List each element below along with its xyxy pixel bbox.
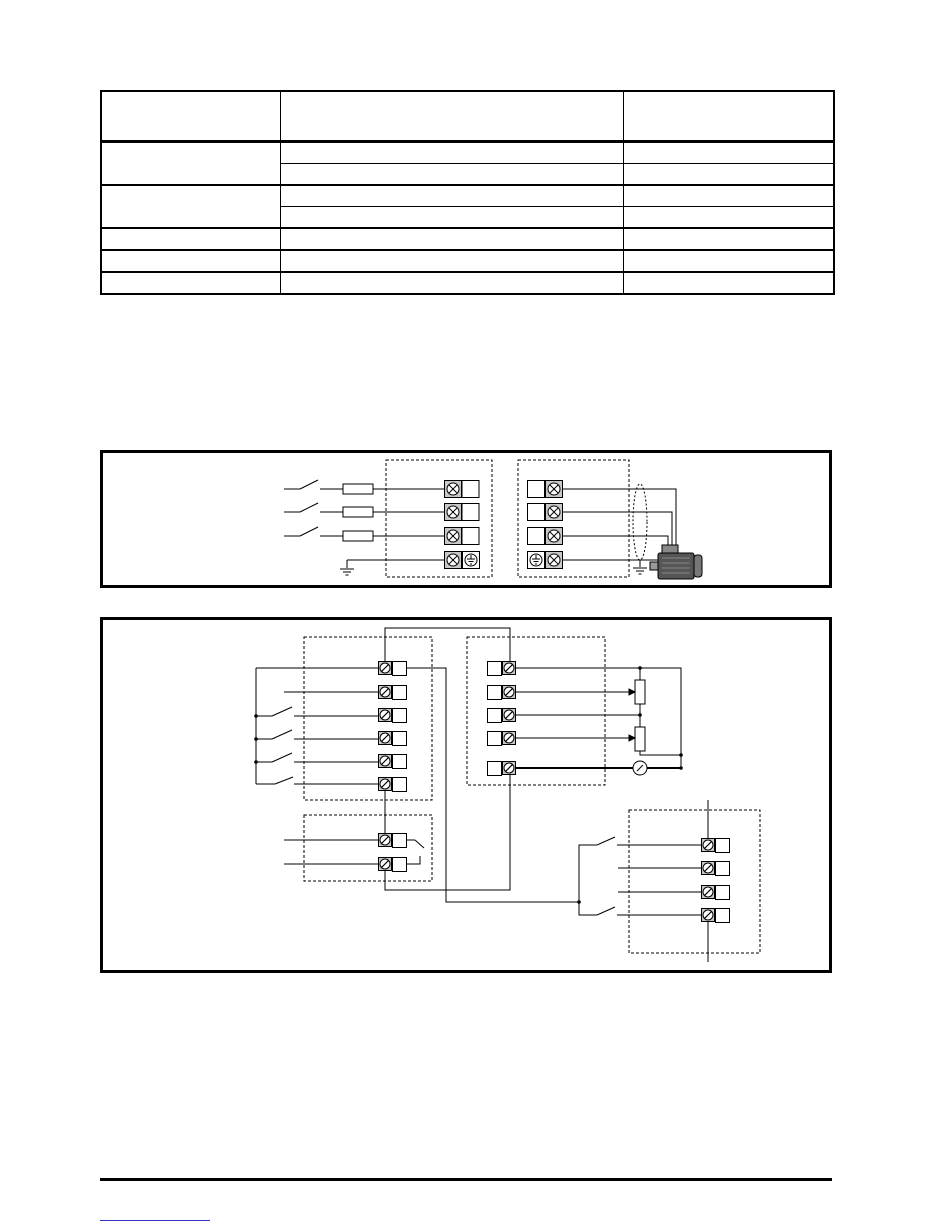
- ground-symbol-icon: [633, 568, 647, 574]
- digital-io-terminals: [379, 662, 407, 792]
- relay-terminal-block: [304, 815, 432, 881]
- supply-switch-icon: [284, 527, 343, 536]
- power-wiring-panel: [102, 452, 831, 587]
- screw-terminal-icon: [379, 709, 392, 722]
- analog-io-terminals: [488, 662, 516, 776]
- cable-screen-icon: [633, 484, 647, 560]
- fuse-icon: [343, 484, 373, 494]
- potentiometer-icon: [635, 727, 645, 751]
- analog-wiring: [516, 668, 681, 775]
- screw-terminal-icon: [503, 732, 516, 745]
- screw-terminal-icon: [503, 762, 516, 775]
- screw-terminal-icon: [546, 504, 563, 521]
- output-terminals: [528, 481, 563, 569]
- safety-wiring: [579, 800, 708, 962]
- fuse-icon: [343, 507, 373, 517]
- screw-terminal-icon: [379, 732, 392, 745]
- screw-terminal-icon: [702, 862, 715, 875]
- screw-terminal-icon: [546, 552, 563, 569]
- screw-terminal-icon: [379, 834, 392, 847]
- screw-terminal-icon: [546, 528, 563, 545]
- screw-terminal-icon: [445, 528, 462, 545]
- screw-terminal-icon: [503, 662, 516, 675]
- screw-terminal-icon: [445, 504, 462, 521]
- screw-terminal-icon: [379, 686, 392, 699]
- safety-terminal-block: [629, 810, 760, 953]
- motor-icon: [650, 545, 702, 579]
- input-terminals: [445, 481, 480, 569]
- ground-symbol-icon: [340, 569, 354, 575]
- footer-link-underline[interactable]: [100, 1220, 210, 1221]
- screw-terminal-icon: [546, 481, 563, 498]
- digital-io-terminal-block: [304, 637, 432, 800]
- footer-rule: [100, 1178, 832, 1181]
- screw-terminal-icon: [379, 662, 392, 675]
- potentiometer-icon: [635, 680, 645, 704]
- screw-terminal-icon: [503, 709, 516, 722]
- screw-terminal-icon: [445, 552, 462, 569]
- screw-terminal-icon: [379, 778, 392, 791]
- screw-terminal-icon: [445, 481, 462, 498]
- screw-terminal-icon: [702, 839, 715, 852]
- safety-terminals: [702, 839, 730, 923]
- relay-terminals: [379, 834, 407, 872]
- screw-terminal-icon: [503, 686, 516, 699]
- earth-terminal-icon: [528, 552, 545, 569]
- supply-switch-icon: [284, 480, 343, 489]
- control-wiring-panel: [102, 619, 831, 972]
- screw-terminal-icon: [379, 858, 392, 871]
- earth-terminal-icon: [463, 552, 480, 569]
- supply-switch-icon: [284, 503, 343, 512]
- fuse-icon: [343, 531, 373, 541]
- screw-terminal-icon: [702, 886, 715, 899]
- screw-terminal-icon: [702, 909, 715, 922]
- screw-terminal-icon: [379, 755, 392, 768]
